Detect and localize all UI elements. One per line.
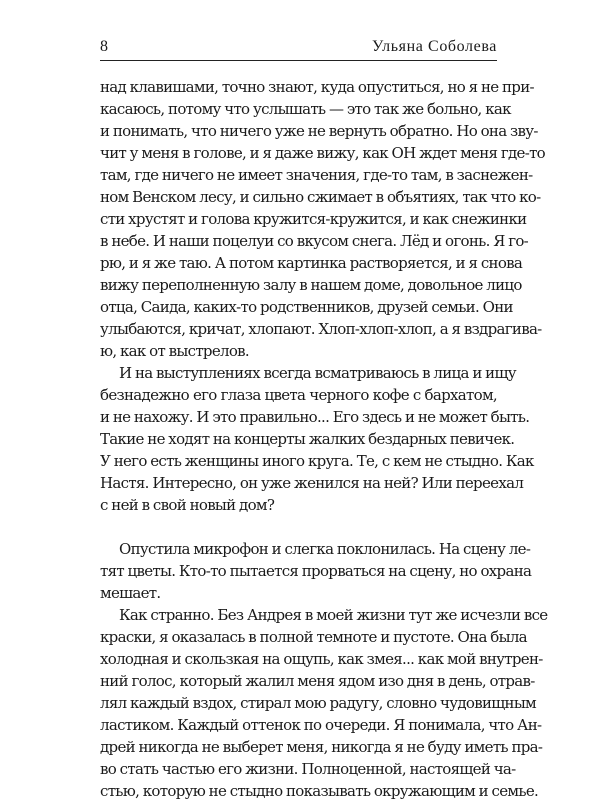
text-line: ний голос, который жалил меня ядом изо дня в день, отрав- [100,672,535,690]
text-line: над клавишами, точно знают, куда опуститься, но я не при- [100,78,534,96]
text-line: рю, и я же таю. А потом картинка растворяется, и я снова [100,254,523,272]
text-line: ном Венском лесу, и сильно сжимает в объятиях, так что ко- [100,188,541,206]
text-line: в небе. И наши поцелуи со вкусом снега. Лёд и огонь. Я го- [100,232,529,250]
page-number: 8 [100,38,109,55]
text-line: Такие не ходят на концерты жалких бездарных певичек. [100,430,515,448]
paragraph [100,604,548,802]
page-header [100,34,497,61]
text-line: И на выступлениях всегда всматриваюсь в лица и ищу [119,364,516,382]
paragraph [100,76,546,362]
text-line: касаюсь, потому что услышать — это так же больно, как [100,100,511,118]
section-break [100,516,497,538]
paragraph [100,538,532,604]
page-body [100,76,548,802]
text-line: Настя. Интересно, он уже женился на ней? Или переехал [100,474,524,492]
text-line: вижу переполненную залу в нашем доме, довольное лицо [100,276,522,294]
text-line: отца, Саида, каких-то родственников, друзей семьи. Они [100,298,513,316]
text-line: лял каждый вздох, стирал мою радугу, словно чудовищным [100,694,537,712]
text-line: сти хрустят и голова кружится-кружится, и как снежинки [100,210,527,228]
text-line: Опустила микрофон и слегка поклонилась. На сцену ле- [119,540,531,558]
text-line: ластиком. Каждый оттенок по очереди. Я понимала, что Ан- [100,716,542,734]
text-line: улыбаются, кричат, хлопают. Хлоп-хлоп-хлоп, а я вздрагива- [100,320,542,338]
text-line: с ней в свой новый дом? [100,496,275,514]
text-line: У него есть женщины иного круга. Те, с кем не стыдно. Как [100,452,534,470]
text-line: Как странно. Без Андрея в моей жизни тут же исчезли все [119,606,548,624]
text-line: стью, которую не стыдно показывать окружающим и семье. [100,782,539,800]
text-line: ю, как от выстрелов. [100,342,249,360]
text-line: во стать частью его жизни. Полноценной, настоящей ча- [100,760,516,778]
text-line: и понимать, что ничего уже не вернуть обратно. Но она зву- [100,122,538,140]
text-line: краски, я оказалась в полной темноте и пустоте. Она была [100,628,527,646]
text-line: там, где ничего не имеет значения, где-то там, в заснежен- [100,166,533,184]
text-line: холодная и скользкая на ощупь, как змея... как мой внутрен- [100,650,543,668]
paragraph [100,362,534,516]
text-line: мешает. [100,584,161,602]
text-line: тят цветы. Кто-то пытается прорваться на сцену, но охрана [100,562,532,580]
text-line: чит у меня в голове, и я даже вижу, как ОН ждет меня где-то [100,144,546,162]
text-line: дрей никогда не выберет меня, никогда я не буду иметь пра- [100,738,543,756]
text-line: безнадежно его глаза цвета черного кофе с бархатом, [100,386,497,404]
running-title: Ульяна Соболева [372,38,497,55]
text-line: и не нахожу. И это правильно... Его здесь и не может быть. [100,408,530,426]
